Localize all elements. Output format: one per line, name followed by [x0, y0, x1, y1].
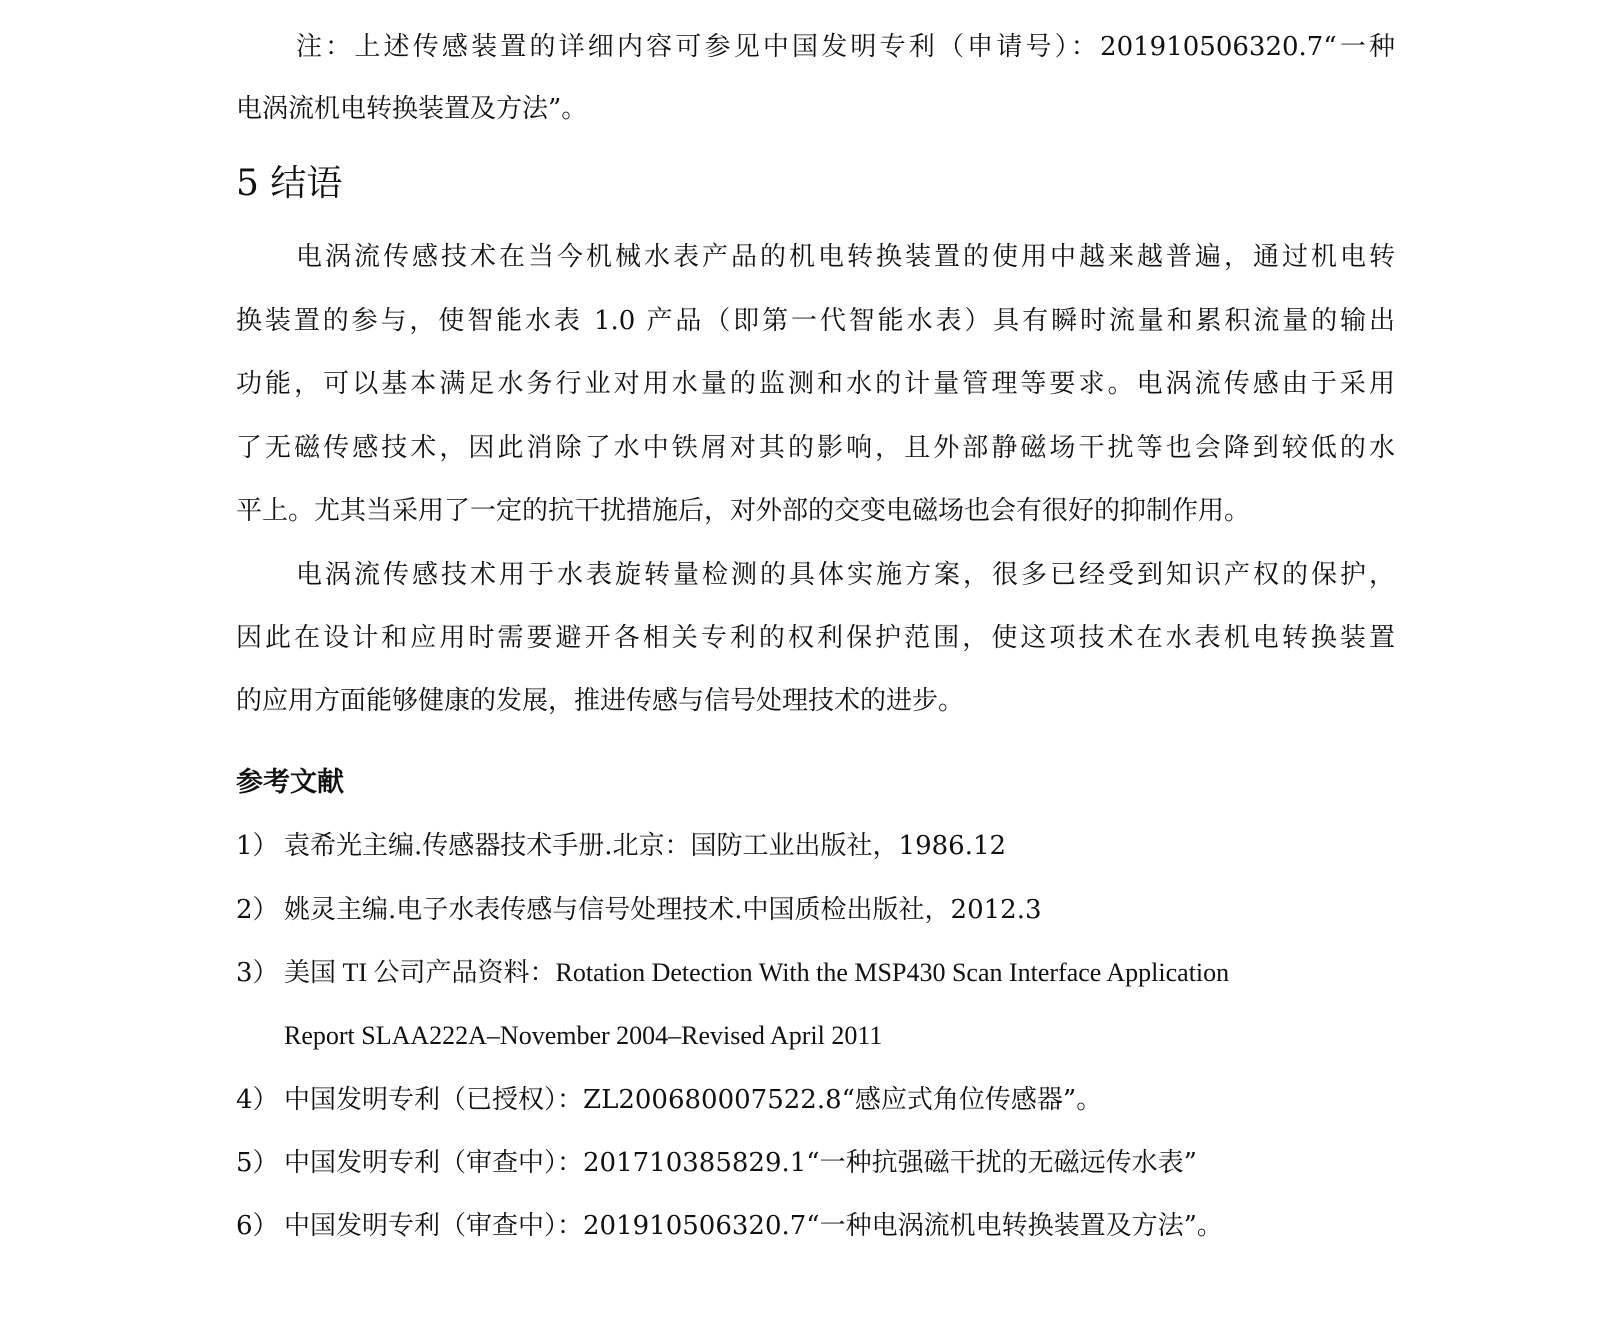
reference-text: 姚灵主编.电子水表传感与信号处理技术.中国质检出版社，2012.3 — [284, 895, 1042, 925]
paragraph-1-line-3: 功能，可以基本满足水务行业对用水量的监测和水的计量管理等要求。电涡流传感由于采用 — [236, 369, 1395, 399]
paragraph-1-line-2: 换装置的参与，使智能水表 1.0 产品（即第一代智能水表）具有瞬时流量和累积流量的输出 — [236, 306, 1395, 336]
reference-number: 1） — [236, 831, 279, 861]
reference-text: 中国发明专利（审查中）：201710385829.1“一种抗强磁干扰的无磁远传水表” — [284, 1148, 1197, 1178]
reference-item — [236, 956, 1395, 990]
note-line-2: 电涡流机电转换装置及方法”。 — [236, 94, 588, 124]
reference-item — [236, 1083, 1102, 1117]
reference-item — [236, 1209, 1223, 1243]
paragraph-1-line-4: 了无磁传感技术，因此消除了水中铁屑对其的影响，且外部静磁场干扰等也会降到较低的水 — [236, 433, 1395, 463]
reference-item — [236, 829, 1006, 863]
paragraph-2-line-3: 的应用方面能够健康的发展，推进传感与信号处理技术的进步。 — [236, 686, 965, 716]
note-line-1: 注：上述传感装置的详细内容可参见中国发明专利（申请号）：201910506320.7“一种 — [296, 32, 1395, 62]
reference-number: 3） — [236, 958, 279, 988]
section-heading: 5 结语 — [236, 163, 343, 204]
paragraph-1-line-1: 电涡流传感技术在当今机械水表产品的机电转换装置的使用中越来越普遍，通过机电转 — [296, 242, 1395, 272]
reference-text: 美国 TI 公司产品资料：Rotation Detection With the MSP430 Scan Interface Application — [284, 958, 1230, 987]
reference-text: 袁希光主编.传感器技术手册.北京：国防工业出版社，1986.12 — [284, 831, 1007, 861]
references-title: 参考文献 — [236, 767, 344, 798]
reference-number: 2） — [236, 895, 279, 925]
reference-text: 中国发明专利（已授权）：ZL200680007522.8“感应式角位传感器”。 — [284, 1085, 1103, 1115]
reference-number: 5） — [236, 1148, 279, 1178]
reference-number: 4） — [236, 1085, 279, 1115]
reference-item — [236, 893, 1042, 927]
reference-continuation: Report SLAA222A–November 2004–Revised April 2011 — [284, 1021, 883, 1050]
paragraph-1-line-5: 平上。尤其当采用了一定的抗干扰措施后，对外部的交变电磁场也会有很好的抑制作用。 — [236, 496, 1251, 526]
reference-text: 中国发明专利（审查中）：201910506320.7“一种电涡流机电转换装置及方法”。 — [284, 1211, 1223, 1241]
paragraph-2-line-1: 电涡流传感技术用于水表旋转量检测的具体实施方案，很多已经受到知识产权的保护， — [296, 560, 1395, 590]
reference-item — [236, 1146, 1197, 1180]
reference-number: 6） — [236, 1211, 279, 1241]
paragraph-2-line-2: 因此在设计和应用时需要避开各相关专利的权利保护范围，使这项技术在水表机电转换装置 — [236, 623, 1395, 653]
